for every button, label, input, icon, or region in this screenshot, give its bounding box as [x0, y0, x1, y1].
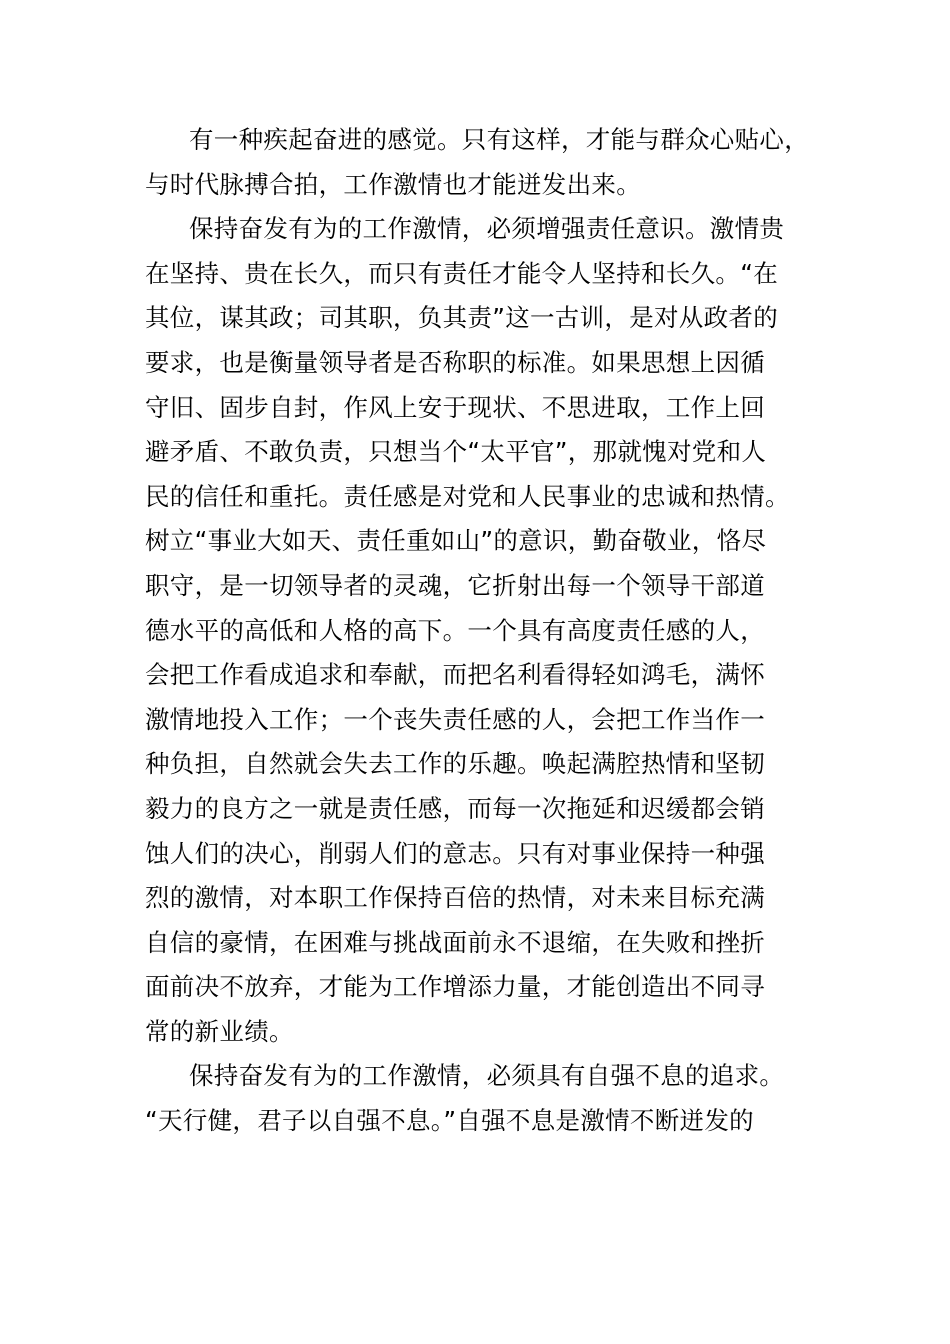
paragraph-line: 保持奋发有为的工作激情，必须增强责任意识。激情贵	[189, 214, 785, 244]
paragraph-line: 烈的激情，对本职工作保持百倍的热情，对未来目标充满	[145, 883, 765, 913]
paragraph-line: 避矛盾、不敢负责，只想当个“太平官”，那就愧对党和人	[145, 437, 767, 467]
paragraph-line: 毅力的良方之一就是责任感，而每一次拖延和迟缓都会销	[145, 793, 765, 823]
paragraph-line: 在坚持、贵在长久，而只有责任才能令人坚持和长久。“在	[145, 258, 778, 288]
body-text	[145, 118, 815, 1144]
paragraph-line: 其位，谋其政；司其职，负其责”这一古训，是对从政者的	[145, 303, 778, 333]
paragraph-line: 要求，也是衡量领导者是否称职的标准。如果思想上因循	[145, 347, 765, 377]
paragraph-line: 激情地投入工作；一个丧失责任感的人，会把工作当作一	[145, 704, 765, 734]
paragraph-line: 有一种疾起奋进的感觉。只有这样，才能与群众心贴心，	[189, 125, 809, 154]
paragraph-line: “天行健，君子以自强不息。”自强不息是激情不断迸发的	[145, 1106, 754, 1136]
paragraph-line: 常的新业绩。	[145, 1016, 294, 1046]
paragraph-line: 德水平的高低和人格的高下。一个具有高度责任感的人，	[145, 615, 765, 645]
paragraph-line: 民的信任和重托。责任感是对党和人民事业的忠诚和热情。	[145, 481, 790, 511]
paragraph-line: 守旧、固步自封，作风上安于现状、不思进取，工作上回	[145, 392, 765, 422]
paragraph-line: 职守，是一切领导者的灵魂，它折射出每一个领导干部道	[145, 570, 765, 600]
paragraph-line: 保持奋发有为的工作激情，必须具有自强不息的追求。	[189, 1061, 785, 1091]
paragraph-line: 蚀人们的决心，削弱人们的意志。只有对事业保持一种强	[145, 838, 765, 868]
paragraph-line: 会把工作看成追求和奉献，而把名利看得轻如鸿毛，满怀	[145, 660, 765, 690]
paragraph-line: 自信的豪情，在困难与挑战面前永不退缩，在失败和挫折	[145, 927, 765, 957]
paragraph-line: 种负担，自然就会失去工作的乐趣。唤起满腔热情和坚韧	[145, 749, 765, 779]
paragraph-line: 面前决不放弃，才能为工作增添力量，才能创造出不同寻	[145, 972, 765, 1002]
paragraph-line: 与时代脉搏合拍，工作激情也才能迸发出来。	[145, 169, 641, 199]
paragraph-line: 树立“事业大如天、责任重如山”的意识，勤奋敬业，恪尽	[145, 526, 767, 556]
